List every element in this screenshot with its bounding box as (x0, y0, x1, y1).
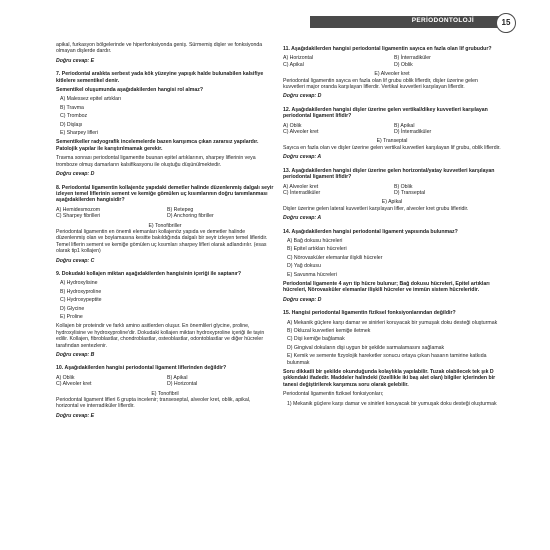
option-item: D) İnterradiküler (394, 129, 432, 136)
question-text: Sementikel oluşumunda aşağıdakilerden hangisi rol almaz? (56, 87, 204, 94)
option-item: B) Oblik (394, 183, 413, 190)
option-item: D) Glycine (60, 305, 85, 312)
option-grid (283, 55, 501, 68)
paragraph: Sayıca en fazla olan ve dişler üzerine gelen vertikal kuvvetleri karşılayan lif grubu, oblik liflerdir. (283, 144, 501, 151)
bold-paragraph: Sementikeller radyografik incelemelerde bazen karışımca çıkan zararsız yapılardır. Patolojik yapılar ile karıştırılmamak gerekir. (56, 139, 259, 152)
option-list (283, 320, 501, 366)
option-item: B) Apikal (167, 374, 188, 381)
option-item: A) Hemidesmozom (56, 206, 101, 213)
left-column (56, 42, 274, 426)
paragraph: Travma sonrası periodontal ligamentte buunan epitel artıklarının, sharpey liflerinin veya tromboze olmuş damarların kalsifikasyonu ile oluştuğu düşünülmektedir. (56, 155, 256, 168)
option-item: A) Hydroxylisine (60, 280, 98, 287)
question-text: 9. Dokudaki kollajen miktarı aşağıdakilerden hangisinin içeriği ile saptanır? (56, 270, 242, 277)
answer-line: Doğru cevap: E (56, 57, 95, 64)
option-item: B) Travma (60, 104, 84, 111)
paragraph: Kollajen bir proteindir ve farklı amino asitlerden oluşur. En önemlileri glycine, proline, hydroxylisine ve hydroxyproline'dir. Dokudaki kollajen miktarı hydroxyproline içeriği ile tayin edilir. Kollajen, fibroblastlar, chondroblastlar, osteoblastlar, odontoblastlar ve diğer hücreler tarafından sentezlenir. (56, 323, 265, 349)
paragraph: Periodontal ligamentin fiziksel fonksiyonları; (283, 391, 384, 398)
question-text: 13. Aşağıdakilerden hangisi dişler üzerine gelen horizontal/yatay kuvvetleri karşılayan periodontal ligament lifidir? (283, 167, 495, 181)
option-item: D) Dişlaşı (60, 121, 83, 128)
option-item: A) Mekanik güçlere karşı damar ve sinirleri koruyacak bir yumuşak doku desteği oluşturmak (287, 319, 498, 326)
question-text: 10. Aşağıdakilerden hangisi periodontal ligament liflerinden değildir? (56, 365, 227, 372)
option-item: E) Transeptal (376, 138, 408, 145)
option-item: A) Alveoler kret (283, 183, 319, 190)
paragraph: Periodontal ligamentin en önemli elemanları kollajenöz yapıda ve demetler halinde düzenlenmiş olan ve boylamasına kesitte bakıldığında dalgalı bir seyir izleyen temel lifleridir. Temel liflerin sement ve kemiğe gömülen uç kısımları sharpey lifleri olarak adlandırılır. (esas olarak tip1 kollajen) (56, 228, 268, 255)
page-header (310, 16, 500, 28)
answer-line: Doğru cevap: E (56, 412, 95, 419)
question-text: 8. Periodontal ligamentin kollajenöz yapıdaki demetler halinde düzenlenmiş dalgalı seyir izleyen temel liflerinin sement ve kemiğe gömülen uç kısımlarının doğru tanımlanması aşağıdakilerden hangisidir? (56, 184, 274, 204)
paragraph: Dişler üzerine gelen lateral kuvvetleri karşılayan lifler, alveoler kret grubu lifleridir. (283, 205, 469, 212)
option-item: A) Malessez epitel artıkları (60, 96, 122, 103)
option-grid (56, 207, 274, 220)
page-number: 15 (496, 13, 516, 33)
option-item: C) Sharpey fibrilleri (56, 213, 101, 220)
option-list (56, 96, 274, 136)
question-text: 7. Periodontal aralıkta serbest yada kök yüzeyine yapışık halde bulunabilen kalsifiye kitlelere sementikel denir. (56, 71, 264, 84)
option-item: 1) Mekanik güçlere karşı damar ve sinirleri koruyacak bir yumuşak doku desteği oluşturmak (287, 400, 497, 407)
option-item: E) Tonofibriller (148, 222, 182, 229)
option-item: D) Yağ dokusu (287, 263, 321, 270)
option-list (283, 401, 501, 407)
question-text: 14. Aşağıdakilerden hangisi periodontal ligament yapısında bulunmaz? (283, 228, 458, 235)
option-list (56, 280, 274, 320)
right-column (283, 46, 501, 410)
option-item: E) Apikal (381, 199, 403, 206)
option-grid (56, 375, 274, 388)
bold-paragraph: Periodontal ligamente 4 ayrı tip hücre bulunur; Bağ dokusu hücreleri, Epitel artıkları hücreleri, Nörovasküler elemanlar ilişkili hücreler ve immün sistem hücreleridir. (283, 280, 490, 294)
question-text: 11. Aşağıdakilerden hangisi periodontal ligamentin sayıca en fazla olan lif grubudur? (283, 46, 492, 52)
option-item: B) İnterradiküler (394, 55, 431, 62)
option-grid (283, 123, 501, 136)
option-item: C) Tromboz (60, 113, 88, 120)
option-item: C) Alveoler kret (283, 129, 319, 136)
option-item: B) Hydroxyproline (60, 288, 102, 295)
answer-line: Doğru cevap: D (56, 171, 95, 178)
answer-line: Doğru cevap: B (56, 352, 95, 359)
question-text: 15. Hangisi periodontal ligamentin fiziksel fonksiyonlarından değildir? (283, 310, 456, 317)
option-item: C) Dişi kemiğe bağlamak (287, 336, 345, 343)
option-item: C) Apikal (283, 61, 304, 68)
option-item: B) Apikal (394, 122, 415, 129)
option-item: A) Bağ dokusu hücreleri (287, 237, 343, 244)
paragraph: Periodontal ligamentin sayıca en fazla olan lif grubu oblik liflerdir, dişler üzerine gelen kuvvetleri major oranda karşılayan liflerdir. Vertikal kuvvetleri karşılayan liflerdir. (283, 77, 478, 91)
option-item: D) Gingival dokuların dişi uygun bir şekilde sarmalamasını sağlamak (287, 344, 445, 351)
option-item: E) Alveoler kret (374, 71, 410, 78)
option-item: D) Anchoring fibriller (167, 213, 214, 220)
question-text: 12. Aşağıdakilerden hangisi dişler üzerine gelen vertikal/dikey kuvvetleri karşılayan periodontal ligament lifidir? (283, 106, 488, 120)
option-item: E) Kemik ve semente fizyolojik hareketler sonucu ortaya çıkan hasarın tamirine katkıda bulunmak (287, 353, 487, 366)
option-item: B) Okluzal kuvvetleri kemiğe iletmek (287, 328, 371, 334)
option-item: B) Epitel artıkları hücreleri (287, 246, 347, 253)
bold-paragraph: Soru dikkatli bir şekilde okunduğunda kolaylıkla yapılabilir. Tuzak olabilecek tek şık D şıkkındaki ifadedir. Maddeler halindeki (özellikle iki baş alet olan) bilgiler içlerinden bir tanesi değiştirilerek karşımıza soru olarak gelebilir. (283, 369, 496, 388)
option-item: E) Sharpey lifleri (60, 130, 99, 137)
answer-line: Doğru cevap: A (283, 215, 322, 222)
option-item: A) Oblik (56, 374, 75, 381)
paragraph: Periodontal ligament lifleri 6 grupta incelenir; transeseptal, alveoler kret, oblik, apikal, horizontal ve interradiküler liflerdir. (56, 397, 251, 410)
option-item: C) İnterradiküler (283, 189, 321, 196)
answer-line: Doğru cevap: A (283, 154, 322, 161)
answer-line: Doğru cevap: C (56, 257, 95, 264)
option-item: D) Horizontal (167, 381, 198, 388)
option-list (283, 238, 501, 278)
header-title: PERİODONTOLOJİ (411, 17, 474, 24)
paragraph: apikal, furkasyon bölgelerinde ve hiperfonksiyonda geniş. Sürmemiş dişler ve fonksiyonda olmayan dişlerde dardır. (56, 42, 263, 55)
option-item: C) Nörovasküler elemanlar ilişkili hücreler (287, 254, 383, 261)
option-item: E) Tonofibril (151, 390, 179, 397)
answer-line: Doğru cevap: D (283, 296, 322, 303)
answer-line: Doğru cevap: D (283, 93, 322, 100)
option-item: A) Oblik (283, 122, 302, 129)
option-grid (283, 184, 501, 197)
option-item: C) Hydroxypeptite (60, 297, 102, 304)
option-item: E) Savunma hücreleri (287, 271, 337, 278)
option-item: E) Proline (60, 314, 83, 320)
option-item: B) Retepeg (167, 206, 194, 213)
option-item: D) Transeptal (394, 189, 426, 196)
option-item: D) Oblik (394, 61, 413, 68)
option-item: C) Alveoler kret (56, 381, 92, 388)
option-item: A) Horizontal (283, 55, 313, 62)
